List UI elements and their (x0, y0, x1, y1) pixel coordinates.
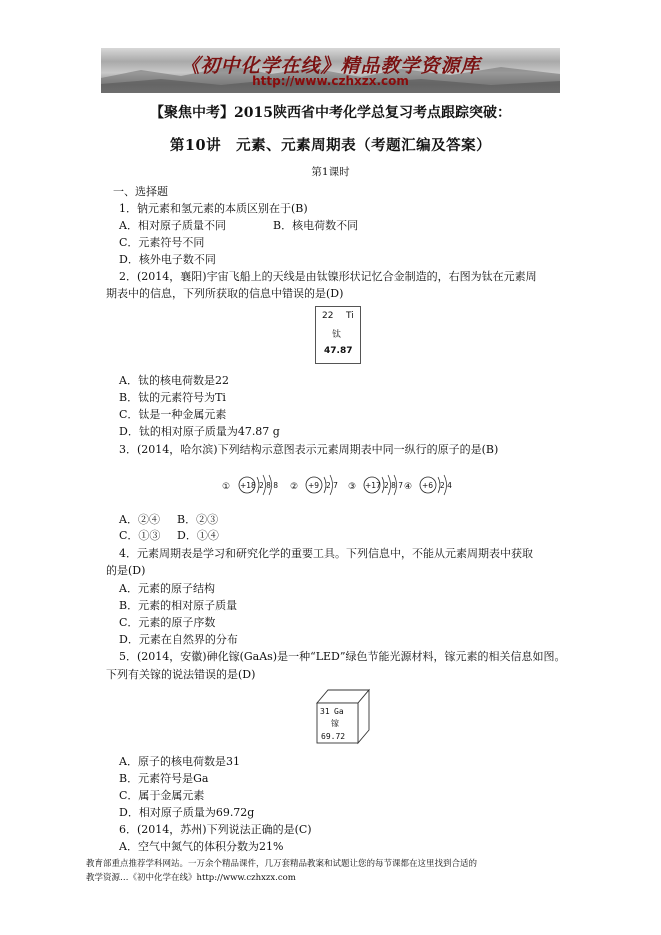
q2-option-a: A．钛的核电荷数是22 (119, 374, 229, 387)
electron-shells: 2 8 7 (384, 481, 404, 490)
q5-stem-line1: 5．(2014，安徽)砷化镓(GaAs)是一种“LED”绿色节能光源材料，镓元素的相关信息如图。 (119, 650, 566, 663)
q2-option-c: C．钛是一种金属元素 (119, 408, 227, 421)
q3-stem: 3．(2014，哈尔滨)下列结构示意图表示元素周期表中同一纵行的原子的是(B) (119, 443, 499, 456)
element-number: 22 (322, 311, 334, 321)
atomic-structure-diagrams (220, 470, 470, 500)
element-symbol: Ga (334, 707, 344, 716)
document-title: 【聚焦中考】2015陕西省中考化学总复习考点跟踪突破： (150, 105, 511, 121)
atom-diagram-1 (222, 475, 278, 495)
q6-option-a: A．空气中氮气的体积分数为21% (119, 840, 284, 853)
nucleus-charge: +9 (308, 481, 320, 490)
diagram-label: ② (290, 482, 299, 492)
q3-option-d: D．①④ (177, 529, 219, 542)
section-heading: 一、选择题 (113, 185, 168, 198)
footer-line2[interactable]: 教学资源…《初中化学在线》http://www.czhxzx.com (86, 873, 296, 883)
electron-shells: 2 8 8 (259, 481, 279, 490)
element-name: 钛 (332, 330, 342, 340)
titanium-element-card (315, 306, 361, 364)
electron-shells: 2 7 (326, 481, 338, 490)
q5-option-c: C．属于金属元素 (119, 789, 205, 802)
element-symbol: Ti (346, 311, 354, 321)
nucleus-charge: +17 (365, 481, 381, 490)
q2-option-d: D．钛的相对原子质量为47.87 g (119, 425, 280, 438)
q1-stem: 1．钠元素和氢元素的本质区别在于(B) (119, 202, 308, 215)
element-number: 31 (320, 707, 330, 716)
lecture-title: 第10讲 元素、元素周期表（考题汇编及答案） (169, 137, 492, 154)
atom-diagram-2 (290, 475, 338, 495)
q2-stem-line2: 期表中的信息，下列所获取的信息中错误的是(D) (106, 287, 344, 300)
q2-stem-line1: 2．(2014，襄阳)宇宙飞船上的天线是由钛镍形状记忆合金制造的，右图为钛在元素周 (119, 270, 537, 283)
q4-stem-line1: 4．元素周期表是学习和研究化学的重要工具。下列信息中，不能从元素周期表中获取 (119, 547, 533, 560)
electron-shells: 2 4 (440, 481, 452, 490)
atom-diagram-4 (404, 475, 452, 495)
diagram-label: ③ (348, 482, 357, 492)
element-name: 镓 (331, 719, 339, 728)
q3-option-b: B．②③ (177, 513, 219, 526)
element-mass: 47.87 (324, 346, 353, 356)
q4-stem-line2: 的是(D) (106, 564, 146, 577)
q5-option-b: B．元素符号是Ga (119, 772, 209, 785)
q1-option-a: A．相对原子质量不同 (119, 219, 226, 232)
q4-option-b: B．元素的相对原子质量 (119, 599, 238, 612)
q4-option-c: C．元素的原子序数 (119, 616, 216, 629)
header-banner (101, 48, 560, 93)
q4-option-a: A．元素的原子结构 (119, 582, 215, 595)
nucleus-charge: +18 (240, 481, 256, 490)
q3-option-c: C．①③ (119, 529, 161, 542)
q3-option-a: A．②④ (119, 513, 160, 526)
diagram-label: ④ (404, 482, 413, 492)
diagram-label: ① (222, 482, 231, 492)
gallium-element-cube (314, 686, 374, 746)
q1-option-c: C．元素符号不同 (119, 236, 205, 249)
period-label: 第1课时 (311, 166, 350, 178)
q4-option-d: D．元素在自然界的分布 (119, 633, 238, 646)
banner-title: 《初中化学在线》精品教学资源库 (180, 55, 481, 77)
q5-option-a: A．原子的核电荷数是31 (119, 755, 240, 768)
atom-diagram-3 (348, 475, 403, 495)
q1-option-d: D．核外电子数不同 (119, 253, 216, 266)
element-mass: 69.72 (321, 732, 346, 741)
q5-stem-line2: 下列有关镓的说法错误的是(D) (106, 668, 256, 681)
footer-line1: 教育部重点推荐学科网站。一万余个精品课件，几万套精品教案和试题让您的每节课都在这里找到合适的 (86, 859, 478, 869)
q2-option-b: B．钛的元素符号为Ti (119, 391, 226, 404)
q1-option-b: B．核电荷数不同 (273, 219, 359, 232)
q6-stem: 6．(2014，苏州)下列说法正确的是(C) (119, 823, 312, 836)
q5-option-d: D．相对原子质量为69.72g (119, 806, 255, 819)
banner-url[interactable]: http://www.czhxzx.com (252, 74, 409, 88)
nucleus-charge: +6 (422, 481, 434, 490)
